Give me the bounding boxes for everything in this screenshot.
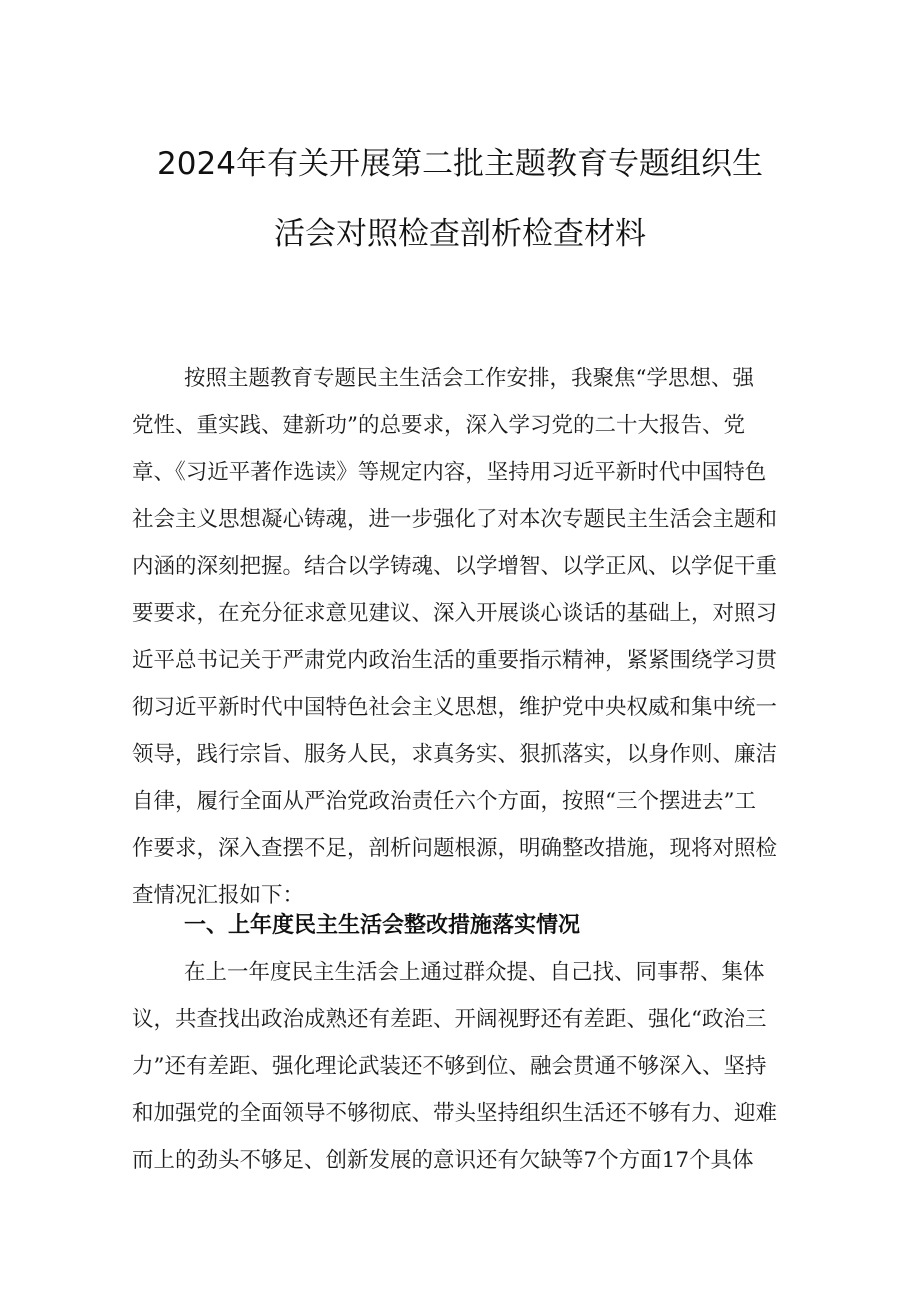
section-heading-1: 一、上年度民主生活会整改措施落实情况 <box>184 913 581 938</box>
paragraph-line: 在上一年度民主生活会上通过群众提、自己找、同事帮、集体 <box>184 960 765 985</box>
document-title-line-1: 2024年有关开展第二批主题教育专题组织生 <box>157 146 763 182</box>
paragraph-line: 力”还有差距、强化理论武装还不够到位、融会贯通不够深入、坚持 <box>132 1054 767 1079</box>
paragraph-line: 查情况汇报如下： <box>132 883 305 908</box>
paragraph-line: 章、《习近平著作选读》等规定内容，坚持用习近平新时代中国特色 <box>132 460 767 485</box>
paragraph-line: 议，共查找出政治成熟还有差距、开阔视野还有差距、强化“政治三 <box>132 1007 767 1032</box>
paragraph-line: 领导，践行宗旨、服务人民，求真务实、狠抓落实，以身作则、廉洁 <box>132 742 778 767</box>
paragraph-line: 作要求，深入查摆不足，剖析问题根源，明确整改措施，现将对照检 <box>132 836 778 861</box>
paragraph-line: 近平总书记关于严肃党内政治生活的重要指示精神，紧紧围绕学习贯 <box>132 648 778 673</box>
paragraph-line: 自律，履行全面从严治党政治责任六个方面，按照“三个摆进去”工 <box>132 789 756 814</box>
paragraph-line: 彻习近平新时代中国特色社会主义思想，维护党中央权威和集中统一 <box>132 695 778 720</box>
paragraph-line: 社会主义思想凝心铸魂，进一步强化了对本次专题民主生活会主题和 <box>132 507 778 532</box>
paragraph-line: 要要求，在充分征求意见建议、深入开展谈心谈话的基础上，对照习 <box>132 601 778 626</box>
paragraph-line: 党性、重实践、建新功”的总要求，深入学习党的二十大报告、党 <box>132 413 745 438</box>
paragraph-line: 和加强党的全面领导不够彻底、带头坚持组织生活还不够有力、迎难 <box>132 1101 778 1126</box>
paragraph-line: 而上的劲头不够足、创新发展的意识还有欠缺等7个方面17个具体 <box>132 1148 754 1173</box>
paragraph-line: 按照主题教育专题民主生活会工作安排，我聚焦“学思想、强 <box>184 366 754 391</box>
document-title-line-2: 活会对照检查剖析检查材料 <box>274 216 646 252</box>
paragraph-line: 内涵的深刻把握。结合以学铸魂、以学增智、以学正风、以学促干重 <box>132 554 778 579</box>
